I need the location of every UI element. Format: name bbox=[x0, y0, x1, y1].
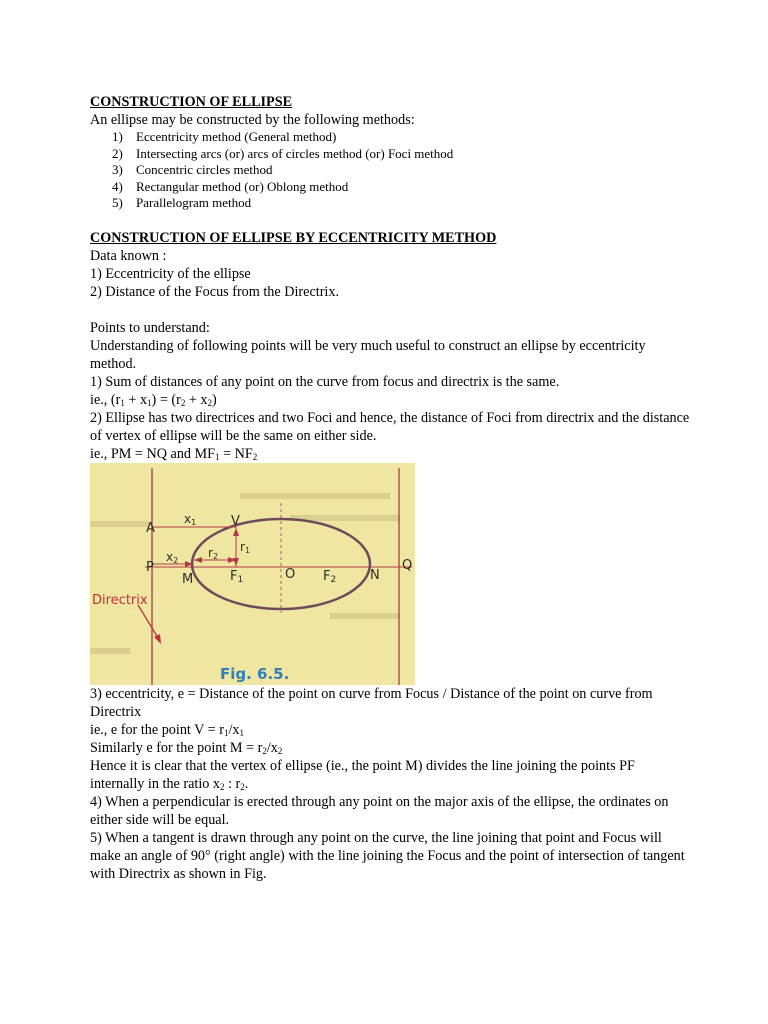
document-page bbox=[90, 93, 690, 883]
label-m: M bbox=[182, 571, 194, 587]
list-item bbox=[90, 146, 690, 163]
points-intro: Understanding of following points will be very much useful to construct an ellipse by eccentricity method. bbox=[90, 337, 646, 372]
list-item-label: Concentric circles method bbox=[136, 162, 273, 177]
list-item-number: 2) bbox=[112, 145, 123, 161]
point-3: 3) eccentricity, e = Distance of the point on curve from Focus / Distance of the point on curve from Directrix bbox=[90, 685, 653, 720]
list-item-label: Rectangular method (or) Oblong method bbox=[136, 178, 349, 194]
known-item-2: 2) Distance of the Focus from the Directrix. bbox=[90, 283, 339, 300]
label-v: V bbox=[231, 513, 240, 529]
methods-list bbox=[90, 129, 690, 212]
point-1-equation: ie., $(r_1 + x_1) = (r_2 + x_2)$ bbox=[90, 391, 217, 408]
list-item-label: Intersecting arcs (or) arcs of circles method (or) Foci method bbox=[136, 145, 454, 161]
label-n: N bbox=[370, 567, 380, 583]
list-item bbox=[90, 129, 690, 146]
point-3-equation-m: Similarly e for the point $M = r_2/x_2$ bbox=[90, 739, 283, 756]
label-x1: x1 bbox=[184, 511, 197, 527]
list-item-label: Parallelogram method bbox=[136, 195, 252, 210]
point-3-conclusion: Hence it is clear that the vertex of ellipse (ie., the point M) divides the line joining the points PF internally in the ratio $x_2$ : $r_2$. bbox=[90, 757, 635, 792]
point-2-equation: ie., PM = NQ and $MF_1 = NF_2$ bbox=[90, 445, 258, 462]
label-f2: F2 bbox=[323, 568, 337, 585]
label-x2: x2 bbox=[166, 549, 179, 565]
heading-eccentricity-method: CONSTRUCTION OF ELLIPSE BY ECCENTRICITY METHOD bbox=[90, 229, 497, 246]
label-p: P bbox=[146, 559, 154, 575]
point-1: 1) Sum of distances of any point on the curve from focus and directrix is the same. bbox=[90, 373, 560, 390]
label-r2: r2 bbox=[208, 545, 219, 561]
spacer bbox=[90, 301, 690, 319]
spacer bbox=[90, 212, 690, 229]
list-item bbox=[90, 179, 690, 196]
label-a: A bbox=[146, 520, 155, 536]
point-5: 5) When a tangent is drawn through any point on the curve, the line joining that point and Focus will make an angle of 90° (right angle) with the line joining the Focus and the point of intersection of tangent with Directrix as shown in Fig. bbox=[90, 829, 685, 882]
list-item-number: 1) bbox=[112, 129, 123, 144]
list-item bbox=[90, 162, 690, 179]
figure-caption: Fig. 6.5. bbox=[220, 664, 290, 683]
point-3-equation-v: ie., e for the point $V = r_1/x_1$ bbox=[90, 721, 245, 738]
label-q: Q bbox=[402, 557, 413, 573]
known-item-1: 1) Eccentricity of the ellipse bbox=[90, 265, 251, 282]
ellipse-figure bbox=[90, 463, 415, 685]
label-r1: r1 bbox=[240, 539, 251, 555]
list-item-label: Eccentricity method (General method) bbox=[136, 129, 337, 144]
point-4: 4) When a perpendicular is erected through any point on the major axis of the ellipse, the ordinates on either side will be equal. bbox=[90, 793, 669, 828]
list-item-number: 4) bbox=[112, 178, 123, 194]
label-directrix: Directrix bbox=[92, 592, 148, 608]
label-f1: F1 bbox=[230, 568, 244, 585]
list-item bbox=[90, 195, 690, 212]
point-2: 2) Ellipse has two directrices and two Foci and hence, the distance of Foci from directrix and the distance of vertex of ellipse will be the same on either side. bbox=[90, 409, 690, 444]
intro-text: An ellipse may be constructed by the following methods: bbox=[90, 112, 415, 128]
data-known-label: Data known : bbox=[90, 247, 167, 264]
heading-construction-of-ellipse: CONSTRUCTION OF ELLIPSE bbox=[90, 94, 293, 110]
list-item-number: 3) bbox=[112, 162, 123, 177]
label-o: O bbox=[285, 566, 296, 582]
list-item-number: 5) bbox=[112, 195, 123, 210]
points-title: Points to understand: bbox=[90, 319, 210, 336]
